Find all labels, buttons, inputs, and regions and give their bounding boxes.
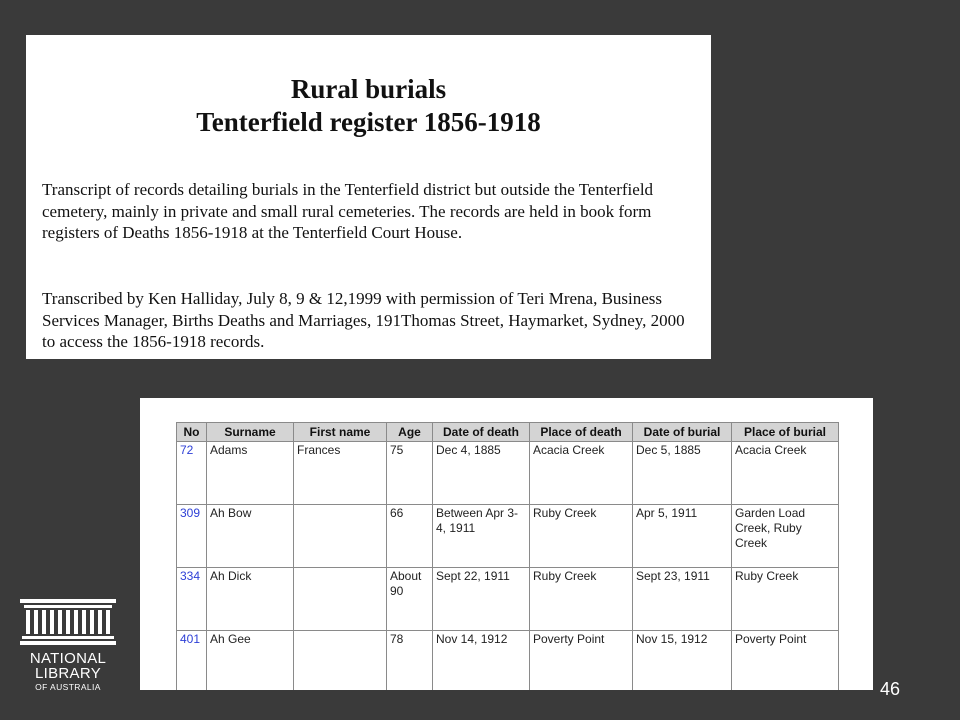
date-of-death-cell: Dec 4, 1885 xyxy=(433,442,530,505)
record-number-link[interactable]: 309 xyxy=(177,505,207,568)
table-row xyxy=(177,631,839,691)
place-of-death-cell: Acacia Creek xyxy=(530,442,633,505)
header-place-of-burial: Place of burial xyxy=(732,423,839,442)
record-number-link[interactable]: 72 xyxy=(177,442,207,505)
document-excerpt xyxy=(26,35,711,359)
surname-cell: Ah Bow xyxy=(207,505,294,568)
date-of-death-cell: Sept 22, 1911 xyxy=(433,568,530,631)
header-no: No xyxy=(177,423,207,442)
header-date-of-burial: Date of burial xyxy=(633,423,732,442)
table-row xyxy=(177,442,839,505)
document-title xyxy=(26,73,711,139)
transcription-paragraph: Transcribed by Ken Halliday, July 8, 9 & 12,1999 with permission of Teri Mrena, Business Services Manager, Births Deaths and Marriages, 191Thomas Street, Haymarket, Sydney, 2000 to access the 1856-1918 records. xyxy=(42,289,685,351)
age-cell: 66 xyxy=(387,505,433,568)
age-cell: 78 xyxy=(387,631,433,691)
surname-cell: Adams xyxy=(207,442,294,505)
slide-number: 46 xyxy=(880,679,901,699)
date-of-burial-cell: Apr 5, 1911 xyxy=(633,505,732,568)
header-place-of-death: Place of death xyxy=(530,423,633,442)
burial-table-excerpt xyxy=(140,398,873,690)
date-of-burial-cell: Dec 5, 1885 xyxy=(633,442,732,505)
surname-cell: Ah Dick xyxy=(207,568,294,631)
first-name-cell xyxy=(294,505,387,568)
first-name-cell xyxy=(294,568,387,631)
place-of-death-cell: Ruby Creek xyxy=(530,568,633,631)
logo-wordmark xyxy=(18,651,118,693)
description-paragraph: Transcript of records detailing burials in the Tenterfield district but outside the Tenterfield cemetery, mainly in private and small rural cemeteries. The records are held in book form registers of Deaths 1856-1918 at the Tenterfield Court House. xyxy=(42,180,654,242)
logo-line-library: LIBRARY xyxy=(34,665,102,682)
header-first-name: First name xyxy=(294,423,387,442)
logo-line-of-australia: OF AUSTRALIA xyxy=(35,682,101,692)
date-of-burial-cell: Sept 23, 1911 xyxy=(633,568,732,631)
library-building-icon xyxy=(18,597,118,649)
table-row xyxy=(177,568,839,631)
age-cell: About 90 xyxy=(387,568,433,631)
header-date-of-death: Date of death xyxy=(433,423,530,442)
table-header-row xyxy=(177,423,839,442)
national-library-logo xyxy=(18,597,118,697)
record-number-link[interactable]: 401 xyxy=(177,631,207,691)
first-name-cell xyxy=(294,631,387,691)
header-surname: Surname xyxy=(207,423,294,442)
date-of-death-cell: Nov 14, 1912 xyxy=(433,631,530,691)
place-of-burial-cell: Acacia Creek xyxy=(732,442,839,505)
table-row xyxy=(177,505,839,568)
age-cell: 75 xyxy=(387,442,433,505)
title-line-2: Tenterfield register 1856-1918 xyxy=(196,107,541,137)
place-of-burial-cell: Ruby Creek xyxy=(732,568,839,631)
first-name-cell: Frances xyxy=(294,442,387,505)
title-line-1: Rural burials xyxy=(290,74,447,104)
place-of-death-cell: Ruby Creek xyxy=(530,505,633,568)
record-number-link[interactable]: 334 xyxy=(177,568,207,631)
place-of-burial-cell: Poverty Point xyxy=(732,631,839,691)
header-age: Age xyxy=(387,423,433,442)
place-of-burial-cell: Garden Load Creek, Ruby Creek xyxy=(732,505,839,568)
burial-table xyxy=(176,422,839,690)
logo-line-national: NATIONAL xyxy=(29,650,107,667)
surname-cell: Ah Gee xyxy=(207,631,294,691)
date-of-burial-cell: Nov 15, 1912 xyxy=(633,631,732,691)
date-of-death-cell: Between Apr 3-4, 1911 xyxy=(433,505,530,568)
place-of-death-cell: Poverty Point xyxy=(530,631,633,691)
